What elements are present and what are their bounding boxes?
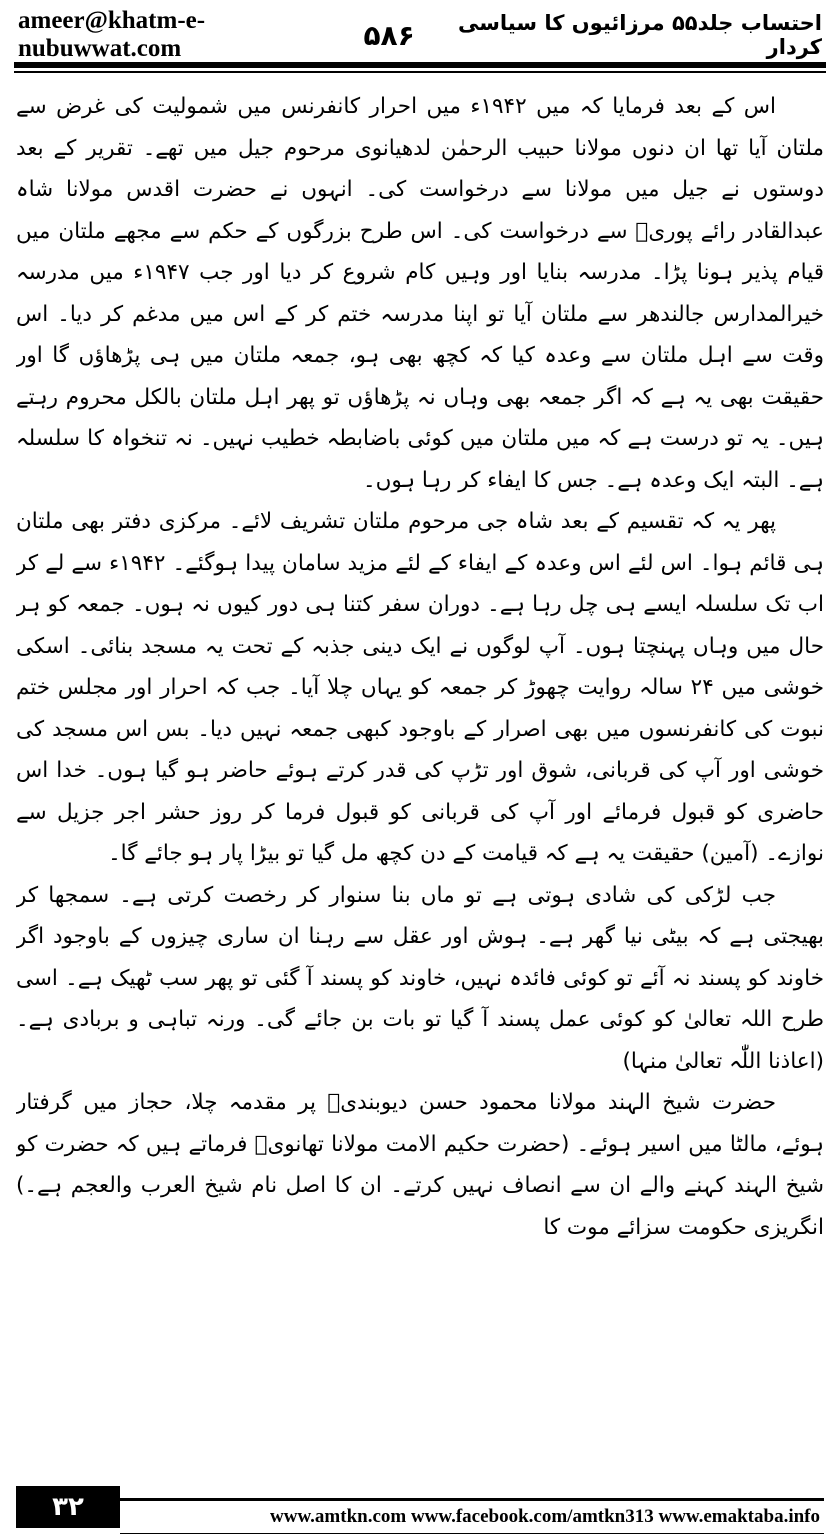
footer-folio: ۳۲	[16, 1486, 120, 1528]
header-left	[18, 7, 415, 63]
paragraph: جب لڑکی کی شادی ہوتی ہے تو ماں بنا سنوار کر رخصت کرتی ہے۔ سمجھا کر بھیجتی ہے کہ بیٹی نیا گھر ہے۔ ہوش اور عقل سے رہنا ان ساری چیزوں کے باوجود اگر خاوند کو پسند نہ آئے تو کوئی فائدہ نہیں، خاوند کو پسند آ گئی تو پھر سب ٹھیک ہے۔ اسی طرح اللہ تعالیٰ کو کوئی عمل پسند آ گیا تو بات بن جائے گی۔ ورنہ تباہی و بربادی ہے۔ (اعاذنا اللّٰہ تعالیٰ منہا)	[16, 882, 824, 1074]
paragraph: اس کے بعد فرمایا کہ میں ۱۹۴۲ء میں احرار کانفرنس میں شمولیت کی غرض سے ملتان آیا تھا ان دنوں مولانا حبیب الرحمٰن لدھیانوی مرحوم جیل میں تھے۔ تقریر کے بعد دوستوں نے جیل میں مولانا سے درخواست کی۔ انہوں نے حضرت اقدس مولانا شاہ عبدالقادر رائے پوریؒ سے درخواست کی۔ اس طرح بزرگوں کے حکم سے مجھے ملتان میں قیام پذیر ہونا پڑا۔ مدرسہ بنایا اور وہیں کام شروع کر دیا اور جب ۱۹۴۷ء میں مدرسہ خیرالمدارس جالندھر سے ملتان آیا تو اپنا مدرسہ ختم کر کے اس میں مدغم کر دیا۔ اس وقت سے اہل ملتان سے وعدہ کیا کہ کچھ بھی ہو، جمعہ ملتان میں ہی پڑھاؤں گا اور حقیقت بھی یہ ہے کہ اگر جمعہ بھی وہاں نہ پڑھاؤں تو پھر اہل ملتان بالکل محروم رہتے ہیں۔ یہ تو درست ہے کہ میں ملتان میں کوئی باضابطہ خطیب نہیں۔ نہ تنخواہ کا سلسلہ ہے۔ البتہ ایک وعدہ ہے۔ جس کا ایفاء کر رہا ہوں۔	[16, 94, 824, 493]
header-rule-thick	[14, 62, 826, 68]
footer-links: www.amtkn.com www.facebook.com/amtkn313 www.emaktaba.info	[120, 1498, 824, 1534]
header-rule-thin	[14, 71, 826, 73]
paragraph: حضرت شیخ الہند مولانا محمود حسن دیوبندیؒ پر مقدمہ چلا، حجاز میں گرفتار ہوئے، مالٹا میں اسیر ہوئے۔ (حضرت حکیم الامت مولانا تھانویؒ فرماتے ہیں کہ حضرت کو شیخ الہند کہنے والے ان سے انصاف نہیں کرتے۔ ان کا اصل نام شیخ العرب والعجم ہے۔) انگریزی حکومت سزائے موت کا	[16, 1090, 824, 1240]
page-number: ۵۸۶	[363, 18, 415, 52]
page-header	[18, 7, 822, 62]
header-email: ameer@khatm-e-nubuwwat.com	[18, 7, 206, 62]
running-title: احتساب جلد۵۵ مرزائیوں کا سیاسی کردار	[458, 11, 822, 59]
body-text	[16, 86, 824, 1464]
page-footer	[16, 1492, 824, 1534]
paragraph: پھر یہ کہ تقسیم کے بعد شاہ جی مرحوم ملتان تشریف لائے۔ مرکزی دفتر بھی ملتان ہی قائم ہوا۔ اس لئے اس وعدہ کے ایفاء کے لئے مزید سامان پیدا ہوگئے۔ ۱۹۴۲ء سے لے کر اب تک سلسلہ ایسے ہی چل رہا ہے۔ دوران سفر کتنا ہی دور کیوں نہ ہوں۔ جمعہ کو ہر حال میں وہاں پہنچتا ہوں۔ آپ لوگوں نے ایک دینی جذبہ کے تحت یہ مسجد بنائی۔ اسکی خوشی میں ۲۴ سالہ روایت چھوڑ کر جمعہ کو یہاں چلا آیا۔ جب کہ احرار اور مجلس ختم نبوت کی کانفرنسوں میں بھی اصرار کے باوجود کبھی جمعہ نہیں دیا۔ بس اس مسجد کی خوشی اور آپ کی قربانی، شوق اور تڑپ کی قدر کرتے ہوئے حاضر ہو گیا ہوں۔ خدا اس حاضری کو قبول فرمائے اور آپ کی قربانی کو قبول فرما کر روز حشر اجر جزیل سے نوازے۔ (آمین) حقیقت یہ ہے کہ قیامت کے دن کچھ مل گیا تو بیڑا پار ہو جائے گا۔	[16, 509, 824, 866]
